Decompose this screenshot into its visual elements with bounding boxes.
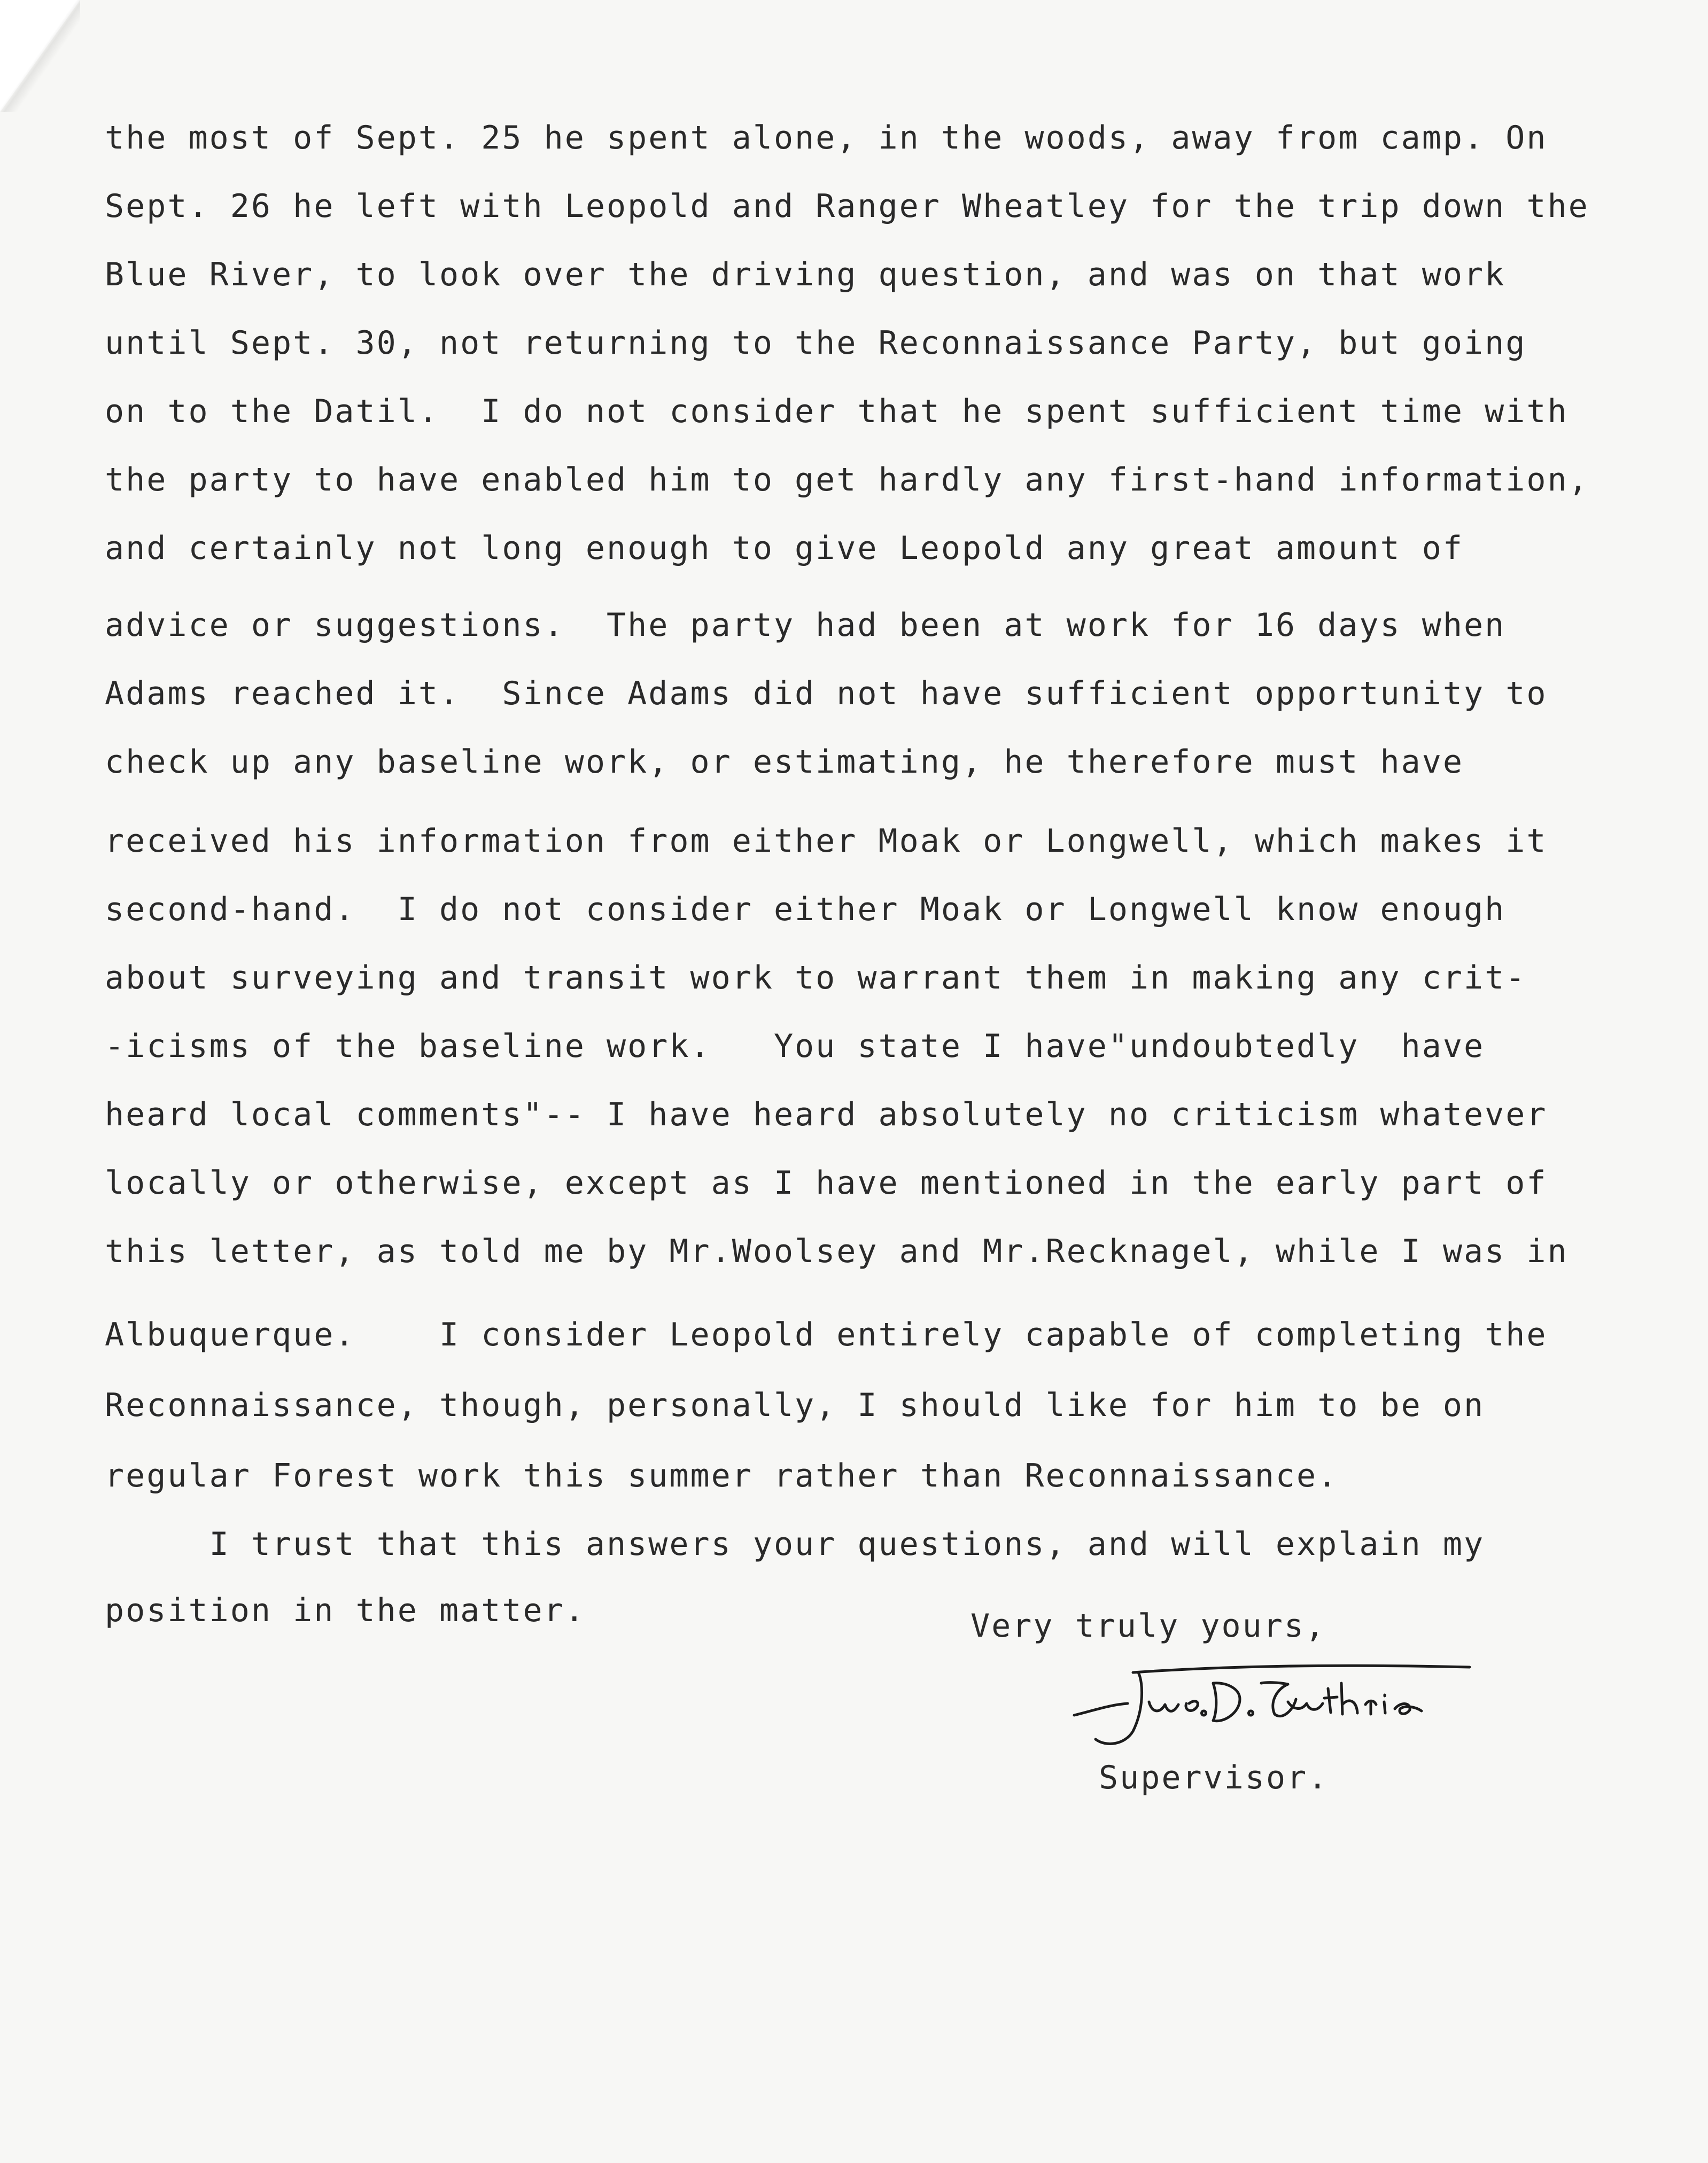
body-line: about surveying and transit work to warrant them in making any crit- — [105, 959, 1527, 997]
complimentary-close: Very truly yours, — [971, 1607, 1326, 1645]
body-line: this letter, as told me by Mr.Woolsey and Mr.Recknagel, while I was in — [105, 1233, 1569, 1270]
handwritten-signature — [1063, 1651, 1491, 1758]
body-line: until Sept. 30, not returning to the Reconnaissance Party, but going — [105, 324, 1527, 362]
body-line: advice or suggestions. The party had been at work for 16 days when — [105, 606, 1506, 644]
body-line: the party to have enabled him to get hardly any first-hand information, — [105, 461, 1589, 499]
body-line: I trust that this answers your questions, and will explain my — [105, 1526, 1485, 1563]
body-line: second-hand. I do not consider either Moak or Longwell know enough — [105, 891, 1506, 928]
body-line: regular Forest work this summer rather than Reconnaissance. — [105, 1457, 1339, 1495]
signatory-title: Supervisor. — [1099, 1759, 1329, 1796]
body-line: locally or otherwise, except as I have mentioned in the early part of — [105, 1164, 1548, 1202]
body-line: on to the Datil. I do not consider that he spent sufficient time with — [105, 393, 1569, 430]
body-line: Blue River, to look over the driving question, and was on that work — [105, 256, 1506, 293]
body-line: Reconnaissance, though, personally, I should like for him to be on — [105, 1387, 1485, 1424]
body-line: the most of Sept. 25 he spent alone, in the woods, away from camp. On — [105, 119, 1548, 157]
body-line: heard local comments"-- I have heard absolutely no criticism whatever — [105, 1096, 1548, 1133]
body-line: Adams reached it. Since Adams did not have sufficient opportunity to — [105, 675, 1548, 712]
body-line: position in the matter. — [105, 1592, 586, 1629]
body-line: -icisms of the baseline work. You state I have"undoubtedly have — [105, 1028, 1485, 1065]
folded-corner-shadow — [0, 0, 80, 112]
body-line: Albuquerque. I consider Leopold entirely capable of completing the — [105, 1316, 1548, 1353]
body-line: received his information from either Moak or Longwell, which makes it — [105, 822, 1548, 860]
body-line: and certainly not long enough to give Leopold any great amount of — [105, 530, 1464, 567]
body-line: check up any baseline work, or estimating, he therefore must have — [105, 743, 1464, 781]
body-line: Sept. 26 he left with Leopold and Ranger Wheatley for the trip down the — [105, 188, 1589, 225]
